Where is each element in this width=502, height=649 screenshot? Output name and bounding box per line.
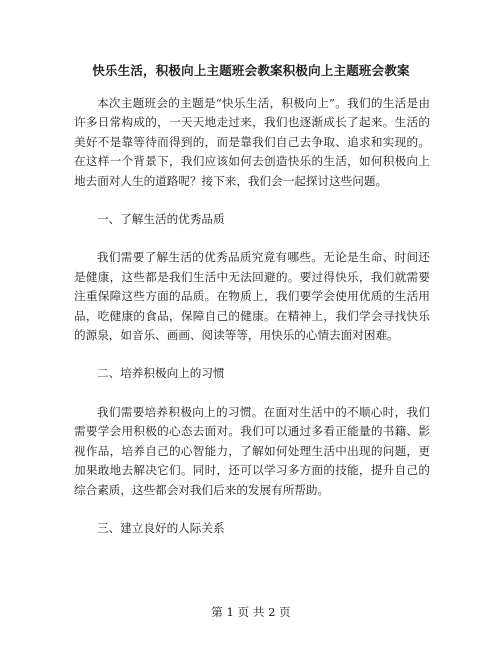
document-body [74, 94, 430, 557]
intro-paragraph: 本次主题班会的主题是“快乐生活，积极向上”。我们的生活是由许多日常构成的，一天天地走过来，我们也逐渐成长了起来。生活的美好不是靠等待而得到的，而是靠我们自己去争取、追求和实现的。在这样一个背景下，我们应该如何去创造快乐的生活，如何积极向上地去面对人生的道路呢？接下来，我们会一起探讨这些问题。 [74, 96, 430, 188]
section-paragraph-1: 我们需要了解生活的优秀品质究竟有哪些。无论是生命、时间还是健康，这些都是我们生活中无法回避的。要过得快乐，我们就需要注重保障这些方面的品质。在物质上，我们要学会使用优质的生活用品，吃健康的食品，保障自己的健康。在精神上，我们学会寻找快乐的源泉，如音乐、画画、阅读等等，用快乐的心情去面对困难。 [74, 250, 430, 343]
section-heading-1: 一、了解生活的优秀品质 [97, 212, 225, 227]
section-heading-2: 二、培养积极向上的习惯 [97, 366, 225, 381]
document-title: 快乐生活，积极向上主题班会教案积极向上主题班会教案 [92, 63, 410, 78]
page-footer: 第 1 页 共 2 页 [211, 605, 291, 619]
section-paragraph-2: 我们需要培养积极向上的习惯。在面对生活中的不顺心时，我们需要学会用积极的心态去面对。我们可以通过多看正能量的书籍、影视作品，培养自己的心智能力，了解如何处理生活中出现的问题，更加果敢地去解决它们。同时，还可以学习多方面的技能，提升自己的综合素质，这些都会对我们后来的发展有所帮助。 [74, 404, 430, 497]
section-heading-3: 三、建立良好的人际关系 [97, 520, 225, 535]
